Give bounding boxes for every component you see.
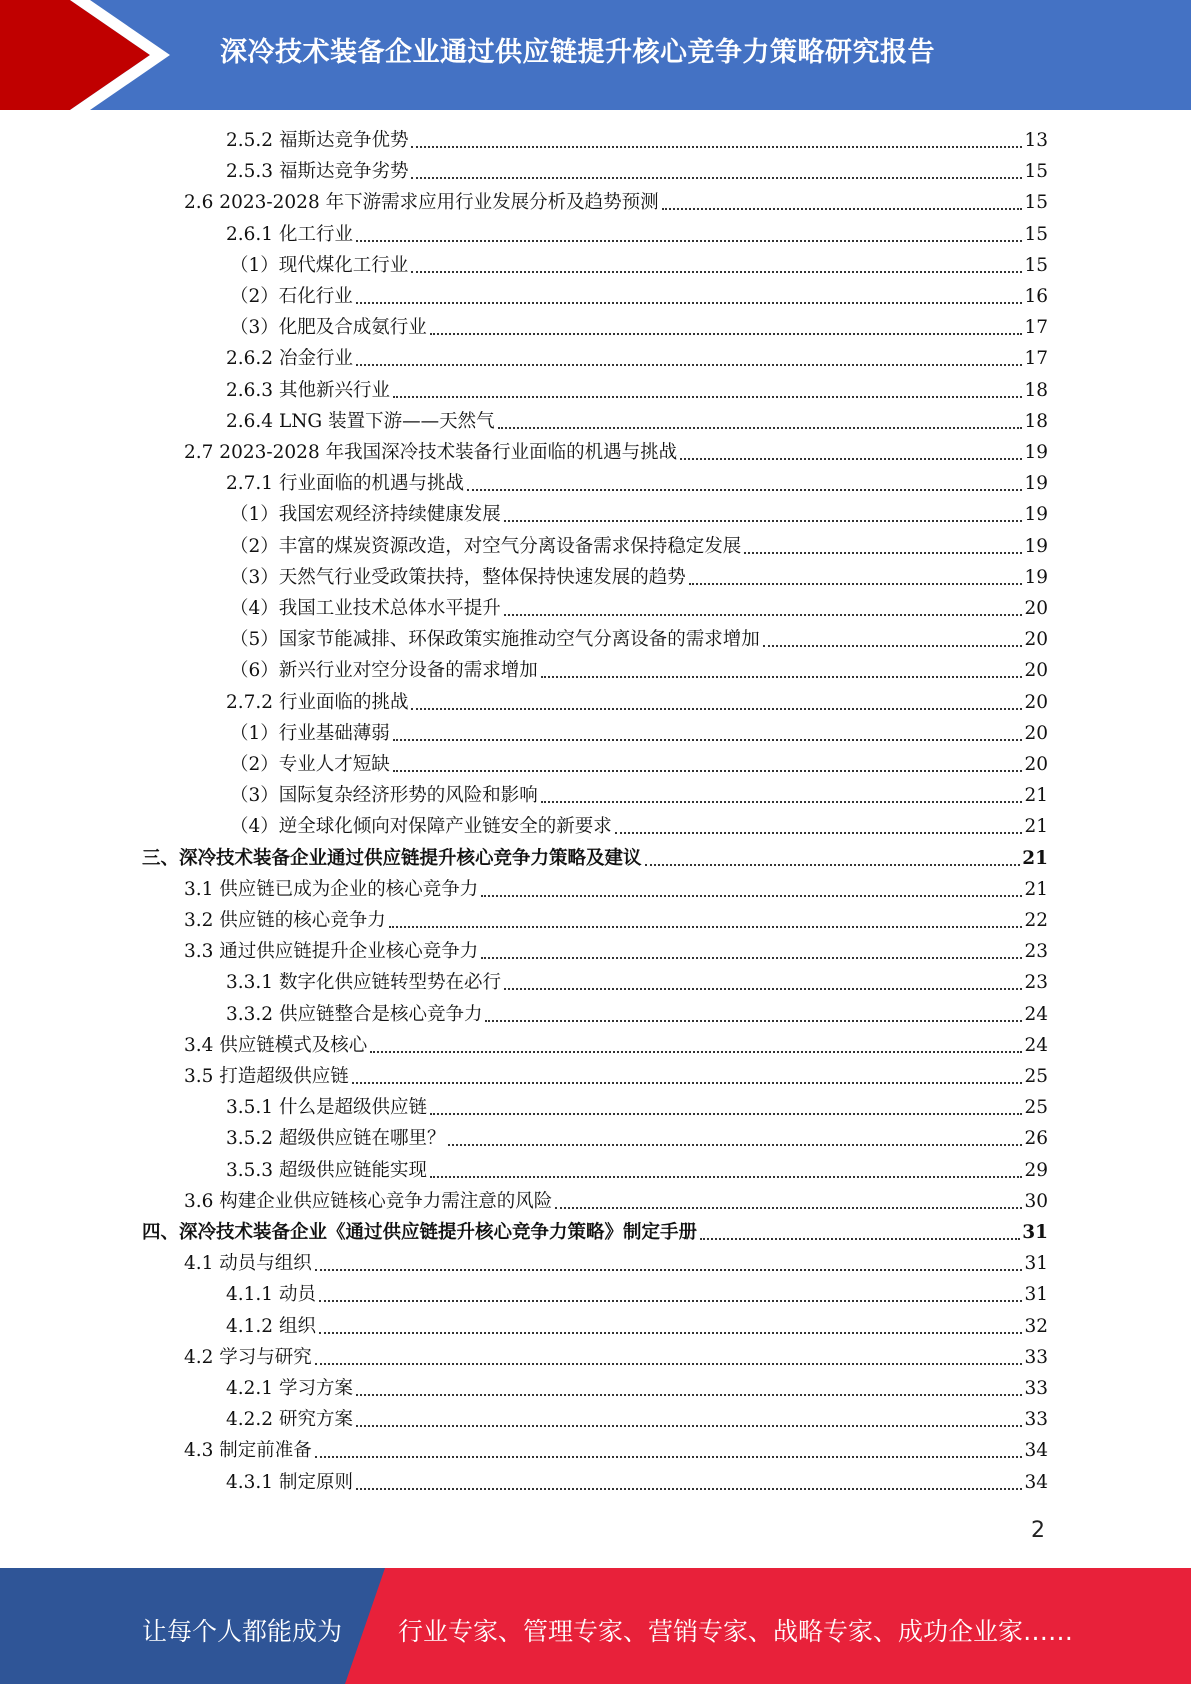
toc-entry-title: （4）我国工业技术总体水平提升 xyxy=(230,598,501,619)
toc-entry-title: （1）行业基础薄弱 xyxy=(230,722,390,744)
toc-entry[interactable] xyxy=(226,407,1048,437)
toc-entry-title: 3.3 通过供应链提升企业核心竞争力 xyxy=(184,941,479,963)
toc-entry-page: 13 xyxy=(1024,130,1048,151)
toc-entry-page: 23 xyxy=(1024,941,1048,963)
toc-entry-title: （2）专业人才短缺 xyxy=(230,754,390,775)
footer-tagline: 行业专家、管理专家、营销专家、战略专家、成功企业家…… xyxy=(398,1617,1074,1646)
toc-dot-leader xyxy=(430,1176,1022,1178)
toc-entry-title: 3.3.2 供应链整合是核心竞争力 xyxy=(226,1003,483,1025)
toc-entry[interactable] xyxy=(184,1343,1048,1373)
toc-entry-title: 3.2 供应链的核心竞争力 xyxy=(184,910,386,931)
toc-entry-title: （1）我国宏观经济持续健康发展 xyxy=(230,504,501,526)
toc-entry-page: 30 xyxy=(1024,1190,1048,1212)
toc-entry[interactable] xyxy=(142,1218,1048,1248)
toc-entry-title: 2.7.1 行业面临的机遇与挑战 xyxy=(226,473,464,495)
toc-entry-title: 2.6.2 冶金行业 xyxy=(226,348,353,370)
toc-dot-leader xyxy=(356,302,1023,304)
toc-entry-page: 25 xyxy=(1024,1097,1048,1119)
toc-entry-title: （5）国家节能减排、环保政策实施推动空气分离设备的需求增加 xyxy=(230,629,760,651)
toc-entry-title: （2）丰富的煤炭资源改造，对空气分离设备需求保持稳定发展 xyxy=(230,535,742,557)
toc-entry-title: 2.6.1 化工行业 xyxy=(226,223,353,245)
toc-dot-leader xyxy=(393,739,1023,741)
toc-entry-title: 3.3.1 数字化供应链转型势在必行 xyxy=(226,972,501,994)
toc-entry-page: 29 xyxy=(1024,1159,1048,1181)
toc-entry-page: 19 xyxy=(1024,504,1048,526)
toc-dot-leader xyxy=(430,1113,1022,1115)
toc-entry[interactable] xyxy=(226,968,1048,998)
toc-dot-leader xyxy=(504,988,1022,990)
toc-entry[interactable] xyxy=(184,1436,1048,1466)
toc-entry-title: 3.4 供应链模式及核心 xyxy=(184,1034,368,1056)
toc-entry-title: 4.1 动员与组织 xyxy=(184,1253,312,1275)
toc-entry-title: （2）石化行业 xyxy=(230,286,353,307)
toc-entry-title: 2.6.3 其他新兴行业 xyxy=(226,379,390,401)
toc-entry[interactable] xyxy=(226,1468,1048,1498)
toc-dot-leader xyxy=(356,1488,1023,1490)
toc-dot-leader xyxy=(411,177,1022,179)
toc-dot-leader xyxy=(763,645,1023,647)
toc-dot-leader xyxy=(315,1363,1023,1365)
toc-dot-leader xyxy=(319,1300,1023,1302)
toc-entry-title: 4.2 学习与研究 xyxy=(184,1346,312,1368)
toc-dot-leader xyxy=(541,801,1023,803)
toc-entry-title: 3.5.1 什么是超级供应链 xyxy=(226,1097,427,1119)
toc-entry-title: 2.7.2 行业面临的挑战 xyxy=(226,691,409,713)
toc-entry[interactable] xyxy=(230,282,1048,312)
toc-entry[interactable] xyxy=(226,344,1048,374)
toc-entry[interactable] xyxy=(226,157,1048,187)
toc-entry-page: 15 xyxy=(1024,223,1048,245)
toc-entry-page: 20 xyxy=(1024,691,1048,713)
toc-entry-title: 2.5.3 福斯达竞争劣势 xyxy=(226,161,409,183)
toc-entry-page: 15 xyxy=(1024,192,1048,214)
toc-entry-title: 3.5.3 超级供应链能实现 xyxy=(226,1159,427,1181)
toc-entry-title: 4.2.1 学习方案 xyxy=(226,1378,353,1399)
toc-entry-page: 21 xyxy=(1024,816,1048,838)
toc-entry-title: 2.7 2023-2028 年我国深冷技术装备行业面临的机遇与挑战 xyxy=(184,442,678,463)
toc-dot-leader xyxy=(485,1020,1022,1022)
toc-entry[interactable] xyxy=(226,1124,1048,1154)
toc-entry[interactable] xyxy=(184,1031,1048,1061)
toc-entry-page: 31 xyxy=(1024,1284,1048,1306)
toc-entry-page: 25 xyxy=(1024,1066,1048,1087)
toc-entry[interactable] xyxy=(230,656,1048,686)
toc-entry[interactable] xyxy=(230,313,1048,343)
toc-entry-title: 4.2.2 研究方案 xyxy=(226,1409,353,1431)
toc-dot-leader xyxy=(315,1269,1023,1271)
toc-dot-leader xyxy=(555,1207,1022,1209)
toc-entry[interactable] xyxy=(230,532,1048,562)
toc-dot-leader xyxy=(319,1332,1023,1334)
toc-entry-title: 3.1 供应链已成为企业的核心竞争力 xyxy=(184,878,479,900)
toc-entry-page: 19 xyxy=(1024,566,1048,588)
page-number: 2 xyxy=(1031,1518,1045,1543)
toc-entry[interactable] xyxy=(184,1249,1048,1279)
toc-entry-page: 31 xyxy=(1024,1253,1048,1275)
toc-entry-title: 3.5.2 超级供应链在哪里？ xyxy=(226,1128,446,1150)
toc-entry-page: 21 xyxy=(1024,878,1048,900)
toc-entry-page: 20 xyxy=(1024,660,1048,682)
toc-entry[interactable] xyxy=(226,376,1048,406)
toc-dot-leader xyxy=(315,1456,1023,1458)
toc-entry[interactable] xyxy=(226,1093,1048,1123)
toc-entry[interactable] xyxy=(184,875,1048,905)
toc-dot-leader xyxy=(744,552,1022,554)
toc-entry[interactable] xyxy=(230,251,1048,281)
toc-entry-page: 15 xyxy=(1024,161,1048,183)
footer-slogan: 让每个人都能成为 xyxy=(142,1617,343,1646)
toc-entry[interactable] xyxy=(226,1156,1048,1186)
toc-entry-page: 33 xyxy=(1024,1409,1048,1431)
toc-dot-leader xyxy=(467,489,1022,491)
toc-entry-title: （1）现代煤化工行业 xyxy=(230,254,409,276)
toc-entry-page: 21 xyxy=(1024,785,1048,807)
toc-entry-title: 4.1.1 动员 xyxy=(226,1284,316,1306)
toc-entry-page: 31 xyxy=(1022,1222,1048,1243)
toc-entry-page: 20 xyxy=(1024,629,1048,651)
toc-entry-title: （3）天然气行业受政策扶持，整体保持快速发展的趋势 xyxy=(230,566,686,588)
toc-dot-leader xyxy=(481,895,1022,897)
toc-entry-page: 17 xyxy=(1024,348,1048,370)
page-footer xyxy=(0,1568,1191,1684)
toc-entry-page: 19 xyxy=(1024,535,1048,557)
toc-entry[interactable] xyxy=(184,438,1048,468)
toc-dot-leader xyxy=(430,333,1023,335)
toc-entry-page: 24 xyxy=(1024,1003,1048,1025)
toc-dot-leader xyxy=(356,364,1023,366)
page-header xyxy=(0,0,1191,110)
toc-dot-leader xyxy=(411,146,1022,148)
toc-entry-title: 2.6 2023-2028 年下游需求应用行业发展分析及趋势预测 xyxy=(184,192,659,214)
toc-entry[interactable] xyxy=(184,906,1048,936)
toc-entry-title: 2.6.4 LNG 装置下游——天然气 xyxy=(226,410,495,432)
toc-dot-leader xyxy=(356,240,1023,242)
toc-dot-leader xyxy=(662,208,1023,210)
toc-entry[interactable] xyxy=(230,781,1048,811)
toc-entry[interactable] xyxy=(230,500,1048,530)
toc-entry-title: （3）国际复杂经济形势的风险和影响 xyxy=(230,785,538,807)
toc-entry-title: 4.1.2 组织 xyxy=(226,1315,316,1337)
toc-entry-page: 34 xyxy=(1024,1440,1048,1462)
toc-entry-title: 三、深冷技术装备企业通过供应链提升核心竞争力策略及建议 xyxy=(142,847,642,869)
toc-entry-page: 15 xyxy=(1024,254,1048,276)
toc-dot-leader xyxy=(481,957,1022,959)
toc-dot-leader xyxy=(352,1082,1023,1084)
toc-entry-title: （3）化肥及合成氨行业 xyxy=(230,317,427,339)
toc-entry-page: 19 xyxy=(1024,473,1048,495)
toc-entry-page: 17 xyxy=(1024,317,1048,339)
toc-entry[interactable] xyxy=(230,594,1048,624)
toc-entry-page: 34 xyxy=(1024,1471,1048,1493)
toc-entry-page: 16 xyxy=(1024,286,1048,307)
toc-entry-page: 33 xyxy=(1024,1346,1048,1368)
toc-entry[interactable] xyxy=(230,563,1048,593)
toc-entry[interactable] xyxy=(230,812,1048,842)
toc-entry[interactable] xyxy=(226,1280,1048,1310)
toc-entry-page: 33 xyxy=(1024,1378,1048,1399)
toc-entry-page: 26 xyxy=(1024,1128,1048,1150)
toc-dot-leader xyxy=(411,708,1022,710)
toc-entry-title: 四、深冷技术装备企业《通过供应链提升核心竞争力策略》制定手册 xyxy=(142,1222,698,1243)
toc-dot-leader xyxy=(504,520,1023,522)
toc-entry-title: 2.5.2 福斯达竞争优势 xyxy=(226,130,409,151)
toc-entry[interactable] xyxy=(184,1062,1048,1092)
toc-entry-page: 18 xyxy=(1024,410,1048,432)
toc-dot-leader xyxy=(615,832,1023,834)
toc-dot-leader xyxy=(370,1051,1022,1053)
toc-entry[interactable] xyxy=(230,625,1048,655)
toc-entry-page: 18 xyxy=(1024,379,1048,401)
toc-entry-page: 20 xyxy=(1024,598,1048,619)
toc-dot-leader xyxy=(389,926,1023,928)
toc-entry[interactable] xyxy=(226,469,1048,499)
toc-entry-title: 3.5 打造超级供应链 xyxy=(184,1066,349,1087)
toc-entry[interactable] xyxy=(184,1187,1048,1217)
toc-dot-leader xyxy=(700,1238,1020,1240)
toc-entry-title: 4.3 制定前准备 xyxy=(184,1440,312,1462)
toc-dot-leader xyxy=(645,864,1021,866)
toc-dot-leader xyxy=(393,396,1022,398)
toc-entry[interactable] xyxy=(226,688,1048,718)
toc-dot-leader xyxy=(689,583,1023,585)
toc-entry[interactable] xyxy=(226,1000,1048,1030)
toc-entry[interactable] xyxy=(226,1405,1048,1435)
toc-dot-leader xyxy=(356,1394,1023,1396)
toc-dot-leader xyxy=(498,427,1023,429)
toc-entry-page: 23 xyxy=(1024,972,1048,994)
toc-entry-page: 22 xyxy=(1024,910,1048,931)
toc-dot-leader xyxy=(393,770,1023,772)
toc-entry-page: 32 xyxy=(1024,1315,1048,1337)
toc-entry[interactable] xyxy=(184,937,1048,967)
toc-dot-leader xyxy=(448,1144,1022,1146)
toc-dot-leader xyxy=(541,676,1023,678)
toc-entry-title: 4.3.1 制定原则 xyxy=(226,1471,353,1493)
toc-entry[interactable] xyxy=(230,750,1048,780)
toc-entry-title: 3.6 构建企业供应链核心竞争力需注意的风险 xyxy=(184,1190,553,1212)
toc-entry[interactable] xyxy=(142,844,1048,874)
toc-entry-page: 20 xyxy=(1024,722,1048,744)
toc-entry[interactable] xyxy=(226,126,1048,156)
toc-dot-leader xyxy=(356,1425,1023,1427)
toc-dot-leader xyxy=(504,614,1023,616)
toc-dot-leader xyxy=(411,271,1022,273)
toc-entry[interactable] xyxy=(230,719,1048,749)
toc-entry-title: （4）逆全球化倾向对保障产业链安全的新要求 xyxy=(230,816,612,838)
toc-entry[interactable] xyxy=(226,1374,1048,1404)
toc-entry-title: （6）新兴行业对空分设备的需求增加 xyxy=(230,660,538,682)
toc-entry-page: 19 xyxy=(1024,442,1048,463)
document-title: 深冷技术装备企业通过供应链提升核心竞争力策略研究报告 xyxy=(220,37,935,68)
toc-entry-page: 21 xyxy=(1022,847,1048,869)
toc-entry[interactable] xyxy=(226,220,1048,250)
toc-entry-page: 24 xyxy=(1024,1034,1048,1056)
toc-dot-leader xyxy=(680,458,1022,460)
toc-entry-page: 20 xyxy=(1024,754,1048,775)
toc-entry[interactable] xyxy=(226,1312,1048,1342)
toc-entry[interactable] xyxy=(184,188,1048,218)
